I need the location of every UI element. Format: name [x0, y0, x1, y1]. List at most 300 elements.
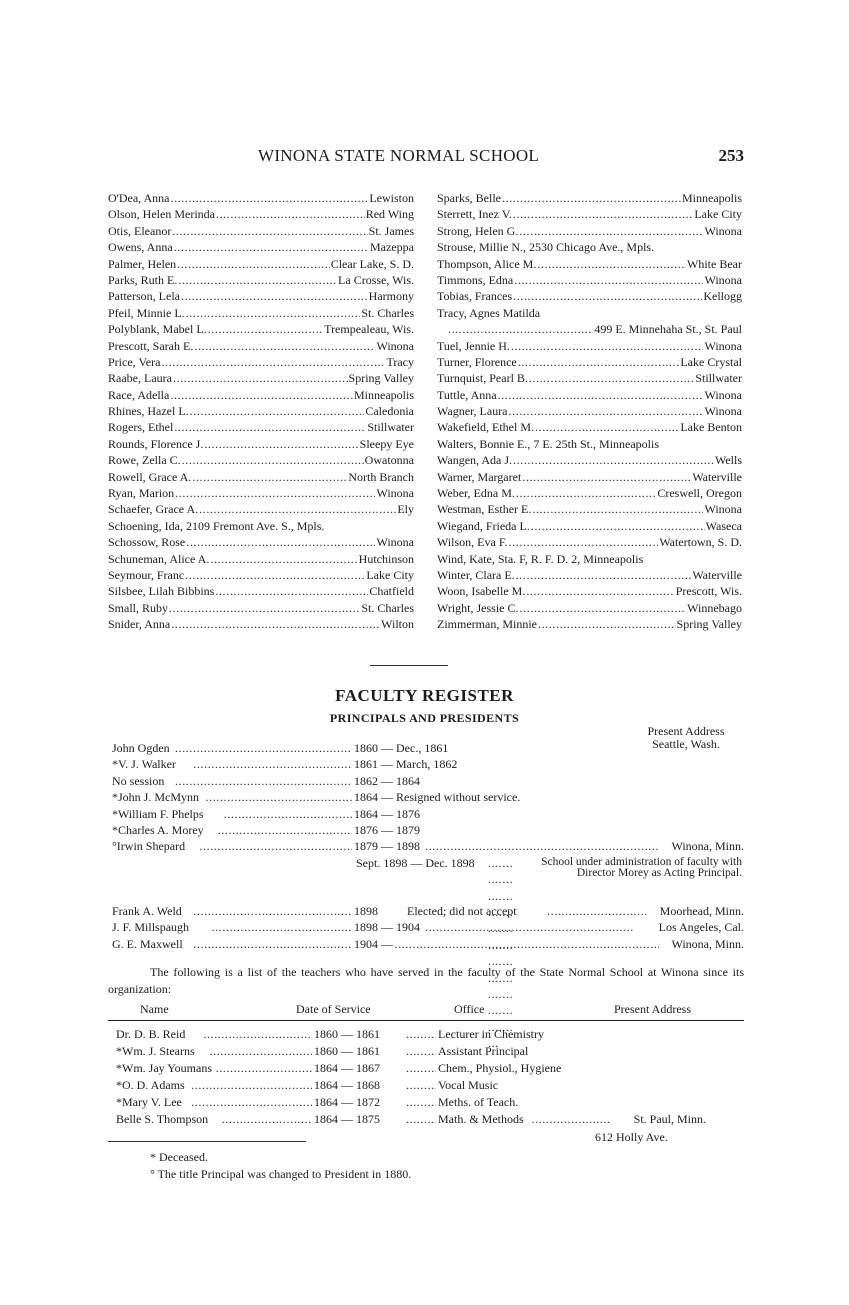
student-name: Seymour, Franc	[108, 567, 185, 582]
leader-dots	[186, 305, 361, 321]
list-item	[108, 305, 414, 321]
office: Math. & Methods	[438, 1112, 524, 1126]
service-dates: 1860 — 1861	[314, 1027, 380, 1041]
present-address: Winona, Minn.	[671, 936, 744, 951]
student-name: Schossow, Rose	[108, 535, 186, 550]
president-name: G. E. Maxwell	[112, 936, 183, 951]
list-item	[437, 518, 742, 534]
leader-dots	[516, 567, 692, 583]
student-place: Hutchinson	[358, 551, 414, 566]
student-name: Tuel, Jennie H.	[437, 338, 510, 353]
list-item	[437, 288, 742, 304]
list-item	[437, 469, 742, 485]
list-item	[108, 583, 414, 599]
student-place: Minneapolis	[354, 387, 414, 402]
president-name: *William F. Phelps	[112, 806, 204, 821]
student-name: Rogers, Ethel	[108, 420, 174, 435]
list-item	[108, 338, 414, 354]
list-item	[108, 223, 414, 239]
list-item	[437, 551, 742, 567]
student-name: Strouse, Millie N., 2530 Chicago Ave., Mpls.	[437, 240, 655, 255]
student-name: Otis, Eleanor	[108, 223, 172, 238]
president-name: No session	[112, 773, 165, 788]
leader-dots	[406, 1111, 436, 1128]
table-row	[116, 1111, 706, 1128]
service-dates: 1864 — Resigned without service.	[354, 790, 521, 805]
student-name: Schuneman, Alice A.	[108, 551, 210, 566]
student-name: Sparks, Belle	[437, 191, 501, 205]
list-item	[108, 436, 414, 452]
list-item	[437, 370, 742, 386]
interim-note: School under administration of faculty with Director Morey as Acting Principal.	[541, 855, 742, 880]
service-dates: 1876 — 1879	[354, 822, 420, 837]
leader-dots	[178, 272, 337, 288]
student-name: Silsbee, Lilah Bibbins	[108, 584, 215, 599]
student-name: Rowell, Grace A.	[108, 469, 192, 484]
office: Vocal Music	[438, 1078, 499, 1092]
leader-dots	[406, 1026, 436, 1043]
student-place: Chatfield	[369, 584, 414, 599]
president-row	[112, 740, 744, 756]
leader-dots	[406, 1060, 436, 1077]
service-dates: 1879 — 1898	[354, 839, 420, 854]
teacher-name: *O. D. Adams	[116, 1078, 185, 1092]
student-name: Zimmerman, Minnie	[437, 617, 537, 632]
list-item	[437, 223, 742, 239]
student-name: Walters, Bonnie E., 7 E. 25th St., Minneapolis	[437, 436, 660, 451]
list-item	[108, 206, 414, 222]
student-place: Spring Valley	[676, 617, 742, 632]
student-place: La Crosse, Wis.	[338, 272, 414, 287]
leader-dots	[518, 354, 680, 370]
leader-dots	[174, 239, 369, 255]
faculty-register-title: FACULTY REGISTER	[335, 686, 514, 705]
student-name: Schoening, Ida, 2109 Fremont Ave. S., Mpls.	[108, 518, 325, 533]
service-dates: 1862 — 1864	[354, 773, 420, 788]
page-header	[108, 146, 744, 168]
leader-dots	[170, 190, 368, 206]
leader-dots	[547, 903, 646, 919]
student-place: Winona	[704, 502, 742, 517]
leader-dots	[177, 256, 330, 272]
student-name: Palmer, Helen	[108, 256, 177, 271]
leader-dots	[514, 272, 703, 288]
list-item	[437, 354, 742, 370]
student-place: Winona	[376, 338, 414, 353]
student-place: Caledonia	[365, 404, 414, 419]
present-address: Los Angeles, Cal.	[658, 920, 744, 935]
leader-dots	[216, 1060, 312, 1077]
student-place: Winona	[376, 486, 414, 501]
student-name: Owens, Anna	[108, 240, 173, 255]
service-dates: 1904 —	[354, 936, 393, 951]
student-name: Prescott, Sarah E.	[108, 338, 194, 353]
interim-dates: Sept. 1898 — Dec. 1898	[356, 855, 475, 870]
student-place: Lewiston	[369, 191, 414, 205]
list-item	[437, 387, 742, 403]
student-name: Patterson, Lela	[108, 289, 180, 304]
student-place: Winona	[704, 404, 742, 419]
list-item	[108, 288, 414, 304]
list-item	[108, 239, 414, 255]
student-name: Tobias, Frances	[437, 289, 513, 304]
service-dates: 1861 — March, 1862	[354, 757, 458, 772]
leader-dots	[511, 338, 704, 354]
leader-dots	[191, 1094, 312, 1111]
leader-dots	[538, 616, 676, 632]
service-dates: 1898	[354, 903, 378, 918]
student-name: Wagner, Laura	[437, 404, 508, 419]
footnote-rule	[108, 1141, 306, 1142]
student-name: Timmons, Edna	[437, 272, 514, 287]
student-place: Winona	[704, 272, 742, 287]
faculty-table	[116, 1026, 706, 1128]
student-place: Watertown, S. D.	[659, 535, 742, 550]
student-name: Woon, Isabelle M.	[437, 584, 526, 599]
list-item	[437, 583, 742, 599]
student-place: Wilton	[381, 617, 414, 632]
list-item	[437, 616, 742, 632]
student-name: Winter, Clara E.	[437, 567, 515, 582]
president-row	[112, 789, 744, 805]
student-place: Waterville	[692, 567, 742, 582]
student-name: Tracy, Agnes Matilda	[437, 305, 541, 320]
president-name: Frank A. Weld	[112, 903, 182, 918]
leader-dots	[175, 740, 352, 756]
student-place: 499 E. Minnehaha St., St. Paul	[594, 322, 742, 337]
leader-dots	[191, 1077, 312, 1094]
list-item	[108, 403, 414, 419]
table-row	[116, 1043, 706, 1060]
student-name: O'Dea, Anna	[108, 191, 170, 205]
list-item	[437, 305, 742, 321]
list-item	[108, 469, 414, 485]
student-name: Westman, Esther E.	[437, 502, 532, 517]
leader-dots	[185, 567, 365, 583]
president-name: J. F. Millspaugh	[112, 920, 190, 935]
leader-dots	[212, 919, 352, 935]
student-place: Clear Lake, S. D.	[330, 256, 414, 271]
table-row	[116, 1094, 706, 1111]
president-row	[112, 773, 744, 789]
student-name: Price, Vera	[108, 354, 161, 369]
president-name: *Charles A. Morey	[112, 822, 204, 837]
list-item	[108, 600, 414, 616]
leader-dots	[498, 387, 704, 403]
service-dates: 1864 — 1875	[314, 1112, 380, 1126]
student-name: Wright, Jessie C.	[437, 600, 519, 615]
student-place: Red Wing	[365, 207, 414, 222]
leader-dots	[190, 403, 365, 419]
student-list-left	[108, 190, 414, 633]
list-item	[437, 190, 742, 206]
present-address: Winona, Minn.	[671, 839, 744, 854]
student-name: Snider, Anna	[108, 617, 171, 632]
leader-dots	[526, 583, 674, 599]
ogden-address: Seattle, Wash.	[652, 737, 720, 751]
service-dates: 1864 — 1868	[314, 1078, 380, 1092]
leader-dots	[395, 936, 659, 952]
service-dates: 1898 — 1904	[354, 920, 420, 935]
leader-dots	[173, 370, 348, 386]
president-name: °Irwin Shepard	[112, 839, 186, 854]
leader-dots	[172, 223, 367, 239]
leader-dots	[171, 616, 380, 632]
list-item	[108, 518, 414, 534]
president-row	[112, 806, 744, 822]
leader-dots	[222, 1111, 312, 1128]
list-item	[437, 501, 742, 517]
student-place: Lake Crystal	[680, 354, 742, 369]
list-item	[108, 452, 414, 468]
table-row	[116, 1077, 706, 1094]
student-place: Sleepy Eye	[359, 436, 414, 451]
leader-dots	[224, 806, 352, 822]
student-name: Polyblank, Mabel L.	[108, 322, 207, 337]
list-item	[437, 206, 742, 222]
president-row	[112, 756, 744, 772]
leader-dots	[204, 436, 358, 452]
teacher-name: Dr. D. B. Reid	[116, 1027, 186, 1041]
leader-dots	[502, 190, 681, 206]
student-place: St. Charles	[361, 305, 414, 320]
leader-dots	[513, 452, 714, 468]
office: Assistant Principal	[438, 1044, 529, 1058]
list-item	[108, 534, 414, 550]
leader-dots	[194, 338, 375, 354]
student-name: Turnquist, Pearl B.	[437, 371, 528, 386]
leader-dots	[513, 206, 693, 222]
list-item	[108, 272, 414, 288]
leader-dots	[488, 855, 514, 1052]
leader-dots	[192, 469, 347, 485]
president-name: *John J. McMynn	[112, 790, 200, 805]
student-place: Creswell, Oregon	[657, 486, 742, 501]
table-row	[116, 1026, 706, 1043]
student-list-right	[437, 190, 742, 633]
student-name: Pfeil, Minnie L.	[108, 305, 185, 320]
student-place: Lake Benton	[680, 420, 742, 435]
thompson-street-address: 612 Holly Ave.	[595, 1130, 668, 1144]
leader-dots	[208, 321, 324, 337]
list-item	[437, 534, 742, 550]
service-dates: 1864 — 1872	[314, 1095, 380, 1109]
student-place: Trempealeau, Wis.	[324, 322, 414, 337]
header-name: Name	[140, 1002, 169, 1016]
student-place: Spring Valley	[348, 371, 414, 386]
table-row	[116, 1060, 706, 1077]
leader-dots	[182, 452, 364, 468]
footnote-title-change: ° The title Principal was changed to President in 1880.	[150, 1167, 412, 1181]
leader-dots	[169, 600, 360, 616]
leader-dots	[406, 1043, 436, 1060]
service-dates: 1864 — 1867	[314, 1061, 380, 1075]
student-name: Turner, Florence	[437, 354, 517, 369]
president-row	[112, 919, 744, 935]
teacher-name: *Wm. J. Stearns	[116, 1044, 195, 1058]
list-item	[108, 485, 414, 501]
president-row	[112, 838, 744, 854]
student-place: Winona	[704, 223, 742, 238]
teacher-name: Belle S. Thompson	[116, 1112, 209, 1126]
leader-dots	[206, 789, 353, 805]
header-address: Present Address	[614, 1002, 691, 1016]
list-item	[437, 567, 742, 583]
present-address: St. Paul, Minn.	[633, 1112, 706, 1126]
leader-dots	[174, 419, 366, 435]
interim-administration	[112, 855, 744, 903]
president-row	[112, 903, 744, 919]
list-item	[437, 419, 742, 435]
leader-dots	[532, 501, 703, 517]
list-item	[437, 239, 742, 255]
student-place: Mazeppa	[370, 240, 414, 255]
list-item	[108, 370, 414, 386]
leader-dots	[522, 469, 691, 485]
student-place: Waseca	[705, 518, 742, 533]
student-name: Tuttle, Anna	[437, 387, 497, 402]
student-name: Raabe, Laura	[108, 371, 172, 386]
student-name: Race, Adella	[108, 387, 170, 402]
list-item	[437, 256, 742, 272]
leader-dots	[215, 583, 368, 599]
student-name: Wind, Kate, Sta. F, R. F. D. 2, Minneapolis	[437, 551, 644, 566]
student-place: Ely	[397, 502, 414, 517]
student-place: Winona	[704, 387, 742, 402]
student-name: Wiegand, Frieda L.	[437, 518, 530, 533]
president-row	[112, 822, 744, 838]
leader-dots	[448, 321, 593, 337]
leader-dots	[406, 1094, 436, 1111]
student-name: Rhines, Hazel L.	[108, 404, 189, 419]
student-place: Lake City	[366, 567, 414, 582]
header-office: Office	[454, 1002, 485, 1016]
list-item	[437, 436, 742, 452]
student-place: Prescott, Wis.	[675, 584, 742, 599]
student-place: North Branch	[348, 469, 414, 484]
leader-dots	[406, 1077, 436, 1094]
leader-dots	[199, 501, 396, 517]
student-place: Stillwater	[695, 371, 742, 386]
student-name: Parks, Ruth E.	[108, 272, 178, 287]
list-item	[108, 321, 414, 337]
leader-dots	[425, 919, 633, 935]
student-name: Rowe, Zella C.	[108, 453, 181, 468]
student-place: Harmony	[368, 289, 414, 304]
teacher-name: *Mary V. Lee	[116, 1095, 182, 1109]
list-item	[108, 501, 414, 517]
student-name: Rounds, Florence J.	[108, 436, 204, 451]
list-item	[437, 485, 742, 501]
student-place: Wells	[714, 453, 742, 468]
office: Lecturer in Chemistry	[438, 1027, 544, 1041]
leader-dots	[529, 370, 694, 386]
leader-dots	[218, 822, 352, 838]
list-item	[437, 452, 742, 468]
student-name: Sterrett, Inez V.	[437, 207, 512, 222]
student-place: Tracy	[386, 354, 414, 369]
student-name: Strong, Helen G.	[437, 223, 519, 238]
student-place: St. Charles	[361, 600, 414, 615]
office: Chem., Physiol., Hygiene	[438, 1061, 562, 1075]
student-place: Waterville	[692, 469, 742, 484]
leader-dots	[531, 518, 705, 534]
list-item	[437, 338, 742, 354]
student-place: Kellogg	[703, 289, 742, 304]
faculty-table-header	[108, 1000, 744, 1021]
leader-dots	[535, 419, 679, 435]
list-item	[108, 616, 414, 632]
service-dates: 1860 — Dec., 1861	[354, 741, 449, 755]
leader-dots	[519, 223, 703, 239]
leader-dots	[193, 903, 352, 919]
student-name: Weber, Edna M.	[437, 486, 515, 501]
leader-dots	[520, 600, 687, 616]
student-name: Thompson, Alice M.	[437, 256, 537, 271]
leader-dots	[532, 1111, 611, 1128]
page-number: 253	[718, 146, 744, 165]
list-item	[437, 600, 742, 616]
leader-dots	[210, 551, 357, 567]
student-name: Wangen, Ada J.	[437, 453, 513, 468]
leader-dots	[193, 756, 352, 772]
leader-dots	[161, 354, 385, 370]
student-place: Owatonna	[364, 453, 414, 468]
service-dates: 1864 — 1876	[354, 806, 420, 821]
president-name: *V. J. Walker	[112, 757, 176, 772]
student-place: St. James	[368, 223, 414, 238]
student-place: Winona	[376, 535, 414, 550]
leader-dots	[199, 838, 352, 854]
student-name: Ryan, Marion	[108, 486, 175, 501]
leader-dots	[186, 534, 375, 550]
student-place: Stillwater	[367, 420, 414, 435]
footnote-deceased: * Deceased.	[150, 1150, 208, 1164]
president-row	[112, 936, 744, 952]
principals-subtitle: PRINCIPALS AND PRESIDENTS	[329, 711, 520, 725]
header-date: Date of Service	[296, 1002, 371, 1016]
student-place: White Bear	[687, 256, 742, 271]
leader-dots	[509, 403, 704, 419]
student-place: Winona	[704, 338, 742, 353]
list-item	[108, 419, 414, 435]
present-address-label: Present Address	[647, 724, 725, 738]
leader-dots	[516, 485, 656, 501]
list-item	[437, 321, 742, 337]
leader-dots	[537, 256, 686, 272]
list-item	[437, 403, 742, 419]
student-name: Warner, Margaret	[437, 469, 522, 484]
leader-dots	[175, 485, 375, 501]
leader-dots	[216, 206, 365, 222]
list-item	[108, 551, 414, 567]
list-item	[108, 256, 414, 272]
service-dates: 1860 — 1861	[314, 1044, 380, 1058]
student-place: Minneapolis	[682, 191, 742, 205]
student-name: Wilson, Eva F.	[437, 535, 508, 550]
student-name: Wakefield, Ethel M.	[437, 420, 535, 435]
running-title: WINONA STATE NORMAL SCHOOL	[258, 146, 540, 165]
leader-dots	[513, 288, 702, 304]
leader-dots	[181, 288, 368, 304]
list-item	[108, 190, 414, 206]
presidents-list	[112, 740, 744, 952]
leader-dots	[210, 1043, 313, 1060]
student-place: Winnebago	[687, 600, 742, 615]
list-item	[108, 354, 414, 370]
faculty-intro-text: The following is a list of the teachers who have served in the faculty of the State Normal School at Winona since its organization:	[108, 965, 744, 996]
leader-dots	[203, 1026, 312, 1043]
